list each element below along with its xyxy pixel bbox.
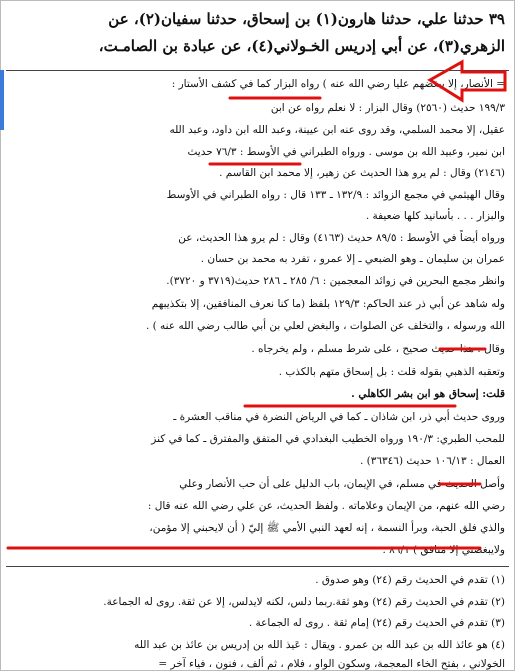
hadith-header-line-2: الزهري(٣)، عن أبي إدريس الخـولاني(٤)، عن عبادة بن الصامـت،: [98, 37, 505, 55]
footnote-line: عقيل، إلا محمد السلمي، وقد روى عنه ابن عيينة، وعبد الله ابن داود، وعبد الله: [169, 124, 505, 136]
red-arrow-icon: [430, 62, 505, 100]
footnote-line: وانظر مجمع البحرين في زوائد المعجمين : ٦/ ٢٨٥ ـ ٢٨٦ حديث(٣٧١٩ و ٣٧٢٠).: [166, 275, 505, 287]
footnote-line: رضي الله عنهم، من الإيمان وعلاماته . ولفظ الحديث، عن علي رضي الله عنه قال :: [147, 500, 505, 512]
footnote-line: ورواه أيضاً في الأوسط : ٨٩/٥ حديث (٤١٦٣) وقال : لم يرو هذا الحديث، عن: [178, 232, 505, 244]
footnote-line: ولايبغضني إلا منافق ) ٨٦/١ .: [382, 544, 505, 556]
footnote-line-qultu: قلت: إسحاق هو ابن بشر الكاهلي .: [351, 388, 505, 400]
footnote-line: للمحب الطبري: ١٩٠/٣ ورواه الخطيب البغدادي في المتفق والمفترق ـ كما في كنز: [151, 433, 505, 445]
footnote-line: وروى حديث أبي ذر، ابن شاذان ـ كما في الرياض النضرة في مناقب العشرة ـ: [173, 411, 505, 423]
narrator-note: (٣) تقدم في الحديث رقم (٢٤) إمام ثقة . روى له الجماعة .: [248, 617, 505, 629]
footnote-line: (٢١٤٦) وقال : لم يرو هذا الحديث عن زهير، إلا محمد ابن القاسم .: [219, 167, 505, 179]
footnote-line: وله شاهد عن أبي ذر عند الحاكم: ١٢٩/٣ بلفظ (ما كنا نعرف المنافقين، إلا بتكذيبهم: [151, 298, 505, 310]
hadith-header-line-1: ٣٩ حدثنا علي، حدثنا هارون(١) بن إسحاق، حدثنا سفيان(٢)، عن: [108, 10, 505, 28]
footnote-line: وقال الهيثمي في مجمع الزوائد : ١٣٢/٩ ـ ١٣٣ قال : رواه الطبراني في الأوسط: [166, 189, 505, 201]
narrator-note: (٤) هو عائذ الله بن عبد الله بن عمرو . ويقال : عَيذ الله بن إدريس بن عائذ بن عبد الله: [134, 639, 505, 651]
narrator-note: الخولاني ، بفتح الخاء المعجمة، وسكون الواو ، فلام ، ثم ألف ، فنون ، فياء آخر =: [158, 658, 505, 670]
footnote-line: وقال : هذا حديث صحيح ، على شرط مسلم ، ولم يخرجاه .: [251, 343, 505, 355]
footnote-line: العمال : ١٠٦/١٣ حديث (٣٦٣٤٦) .: [359, 455, 505, 467]
footnote-line: = الأنصار، إلا ببغضهم عليا رضي الله عنه ) رواه البزار كما في كشف الأستار :: [171, 78, 505, 90]
footnote-line: والذي فلق الحبة، وبرأ النسمة ، إنه لعهد النبي الأمي ﷺ إليّ ( أن لايحبني إلا مؤمن،: [149, 522, 505, 534]
footnote-line: والبزار . . . بأسانيد كلها ضعيفة .: [365, 210, 505, 222]
footnote-line: ١٩٩/٣ حديث (٢٥٦٠) وقال البزار : لا نعلم رواه عن ابن: [270, 102, 505, 114]
narrator-note: (٢) تقدم في الحديث رقم (٢٤) وهو ثقة.ربما دلس، لكنه لايدلس، إلا عن ثقة. روى له الجماعة.: [103, 596, 505, 608]
footnote-line: وأصل الحديث في مسلم، في الإيمان، باب الدليل على أن حب الأنصار وعلي: [179, 478, 505, 490]
narrator-note: (١) تقدم في الحديث رقم (٢٤) وهو صدوق .: [315, 574, 505, 586]
footnote-line: ابن نمير، وعبيد الله بن موسى . ورواه الطبراني في الأوسط : ٧٦/٣ حديث: [187, 146, 505, 158]
footnote-line: عمران بن سليمان ـ وهو الضبعي ـ إلا عمرو ، تفرد به محمد بن حسان .: [200, 253, 505, 265]
footnote-line: وتعقبه الذهبي بقوله قلت : بل إسحاق متهم بالكذب .: [278, 366, 505, 378]
footnote-line: الله ورسوله ، والتخلف عن الصلوات ، والبغض لعلي بن أبي طالب رضي الله عنه ) .: [145, 320, 505, 332]
